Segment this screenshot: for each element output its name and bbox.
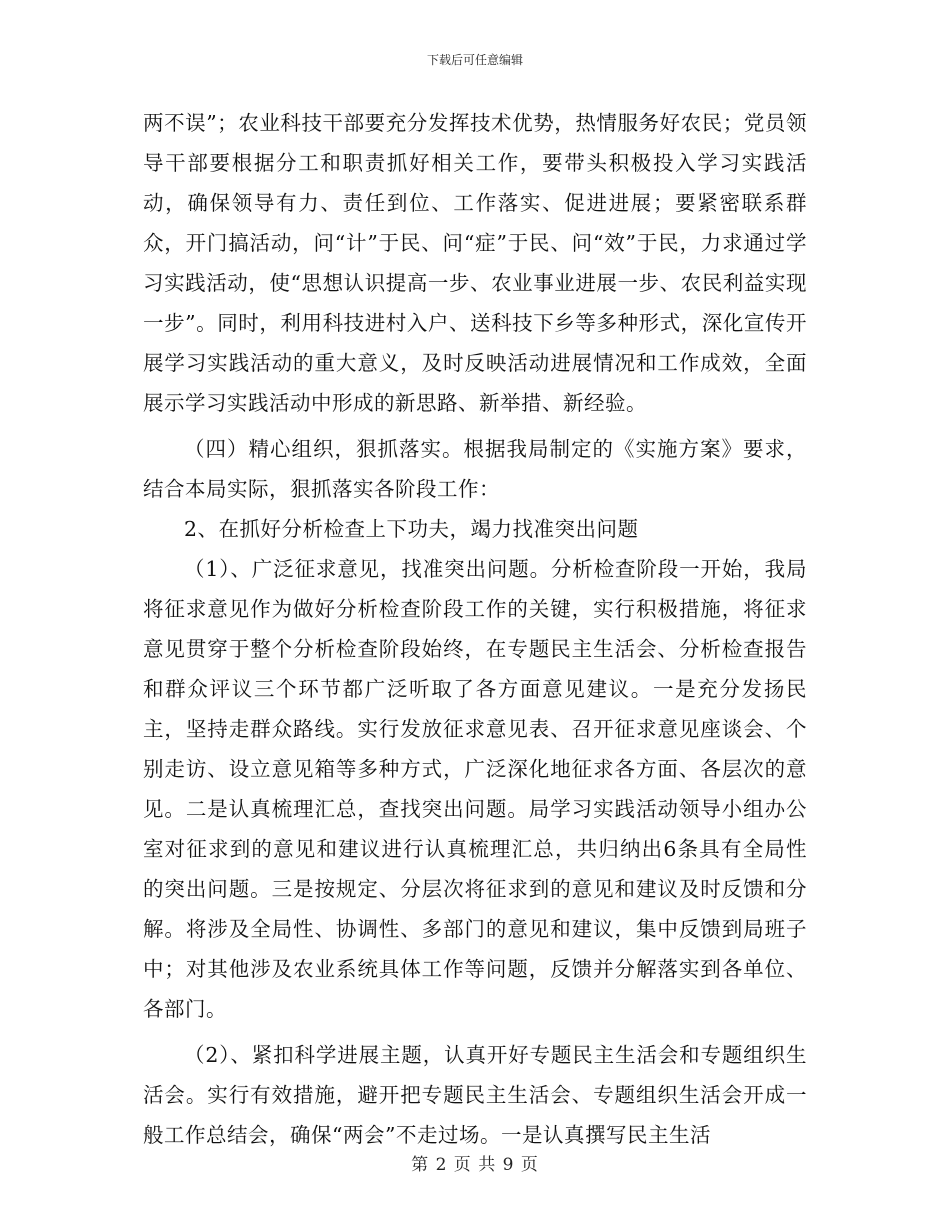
paragraph-1: 两不误”；农业科技干部要充分发挥技术优势，热情服务好农民；党员领导干部要根据分工和职责抓好相关工作，要带头积极投入学习实践活动，确保领导有力、责任到位、工作落实、促进进展；要紧密联系群众，开门搞活动，问“计”于民、问“症”于民、问“效”于民，力求通过学习实践活动，使“思想认识提高一步、农业事业进展一步、农民利益实现一步”。同时，利用科技进村入户、送科技下乡等多种形式，深化宣传开展学习实践活动的重大意义，及时反映活动进展情况和工作成效，全面展示学习实践活动中形成的新思路、新举措、新经验。 <box>143 111 807 415</box>
page-number: 第 2 页 共 9 页 <box>411 1155 539 1175</box>
page-header <box>0 52 950 68</box>
paragraph-item-1: （1）、广泛征求意见，找准突出问题。分析检查阶段一开始，我局将征求意见作为做好分析检查阶段工作的关键，实行积极措施，将征求意见贯穿于整个分析检查阶段始终，在专题民主生活会、分析检查报告和群众评议三个环节都广泛听取了各方面意见建议。一是充分发扬民主，坚持走群众路线。实行发放征求意见表、召开征求意见座谈会、个别走访、设立意见箱等多种方式，广泛深化地征求各方面、各层次的意见。二是认真梳理汇总，查找突出问题。局学习实践活动领导小组办公室对征求到的意见和建议进行认真梳理汇总，共归纳出6条具有全局性的突出问题。三是按规定、分层次将征求到的意见和建议及时反馈和分解。将涉及全局性、协调性、多部门的意见和建议，集中反馈到局班子中；对其他涉及农业系统具体工作等问题，反馈并分解落实到各单位、各部门。 <box>143 557 807 1021</box>
document-body <box>143 103 807 1155</box>
header-text: 下载后可任意编辑 <box>426 53 523 67</box>
paragraph-section-four: （四）精心组织，狠抓落实。根据我局制定的《实施方案》要求，结合本局实际，狠抓落实各阶段工作： <box>143 437 807 501</box>
paragraph-heading-2: 2、在抓好分析检查上下功夫，竭力找准突出问题 <box>184 517 639 541</box>
page-footer <box>0 1154 950 1176</box>
paragraph-item-2: （2）、紧扣科学进展主题，认真开好专题民主生活会和专题组织生活会。实行有效措施，避开把专题民主生活会、专题组织生活会开成一般工作总结会，确保“两会”不走过场。一是认真撰写民主生活 <box>143 1043 807 1147</box>
